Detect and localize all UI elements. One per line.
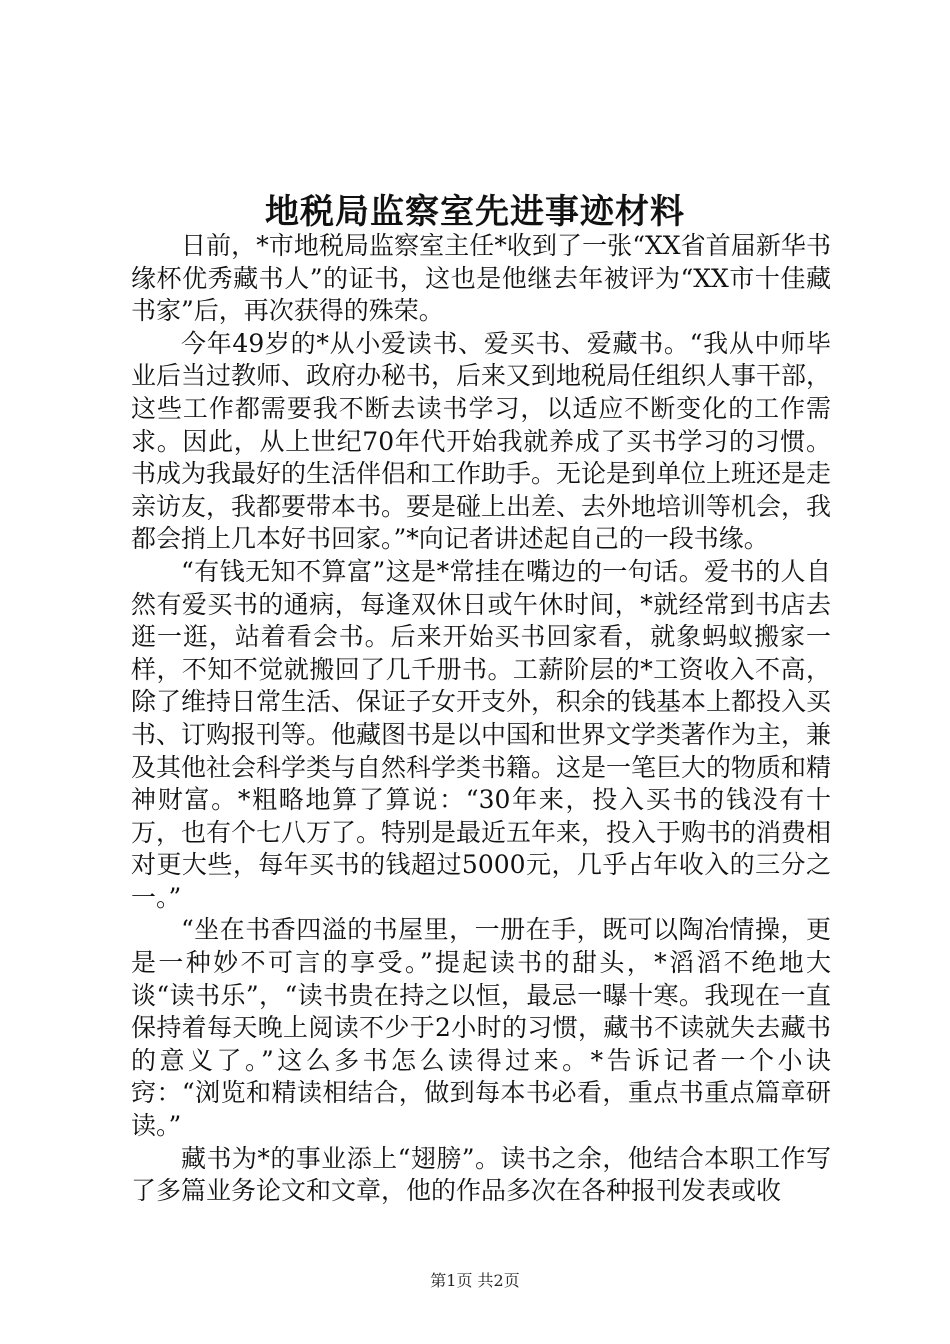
paragraph-4: “坐在书香四溢的书屋里，一册在手，既可以陶冶情操，更是一种妙不可言的享受。”提起读书的甜头，*滔滔不绝地大谈“读书乐”，“读书贵在持之以恒，最忌一曝十寒。我现在一直保持着每天晚上阅读不少于2小时的习惯，藏书不读就失去藏书的意义了。”这么多书怎么读得过来。*告诉记者一个小诀窍：“浏览和精读相结合，做到每本书必看，重点书重点篇章研读。” (131, 915, 831, 1141)
page-footer: 第1页 共2页 (430, 1271, 520, 1290)
document-title: 地税局监察室先进事迹材料 (265, 192, 685, 232)
paragraph-5: 藏书为*的事业添上“翅膀”。读书之余，他结合本职工作写了多篇业务论文和文章，他的作品多次在各种报刊发表或收 (131, 1143, 831, 1206)
document-body (131, 230, 831, 1208)
paragraph-1: 日前，*市地税局监察室主任*收到了一张“XX省首届新华书缘杯优秀藏书人”的证书，这也是他继去年被评为“XX市十佳藏书家”后，再次获得的殊荣。 (131, 231, 831, 326)
paragraph-3: “有钱无知不算富”这是*常挂在嘴边的一句话。爱书的人自然有爱买书的通病，每逢双休日或午休时间，*就经常到书店去逛一逛，站着看会书。后来开始买书回家看，就象蚂蚁搬家一样，不知不觉就搬回了几千册书。工薪阶层的*工资收入不高，除了维持日常生活、保证子女开支外，积余的钱基本上都投入买书、订购报刊等。他藏图书是以中国和世界文学类著作为主，兼及其他社会科学类与自然科学类书籍。这是一笔巨大的物质和精神财富。*粗略地算了算说：“30年来，投入买书的钱没有十万，也有个七八万了。特别是最近五年来，投入于购书的消费相对更大些，每年买书的钱超过5000元，几乎占年收入的三分之一。” (131, 556, 832, 912)
paragraph-2: 今年49岁的*从小爱读书、爱买书、爱藏书。“我从中师毕业后当过教师、政府办秘书，后来又到地税局任组织人事干部，这些工作都需要我不断去读书学习，以适应不断变化的工作需求。因此，从上世纪70年代开始我就养成了买书学习的习惯。书成为我最好的生活伴侣和工作助手。无论是到单位上班还是走亲访友，我都要带本书。要是碰上出差、去外地培训等机会，我都会捎上几本好书回家。”*向记者讲述起自己的一段书缘。 (131, 328, 832, 554)
